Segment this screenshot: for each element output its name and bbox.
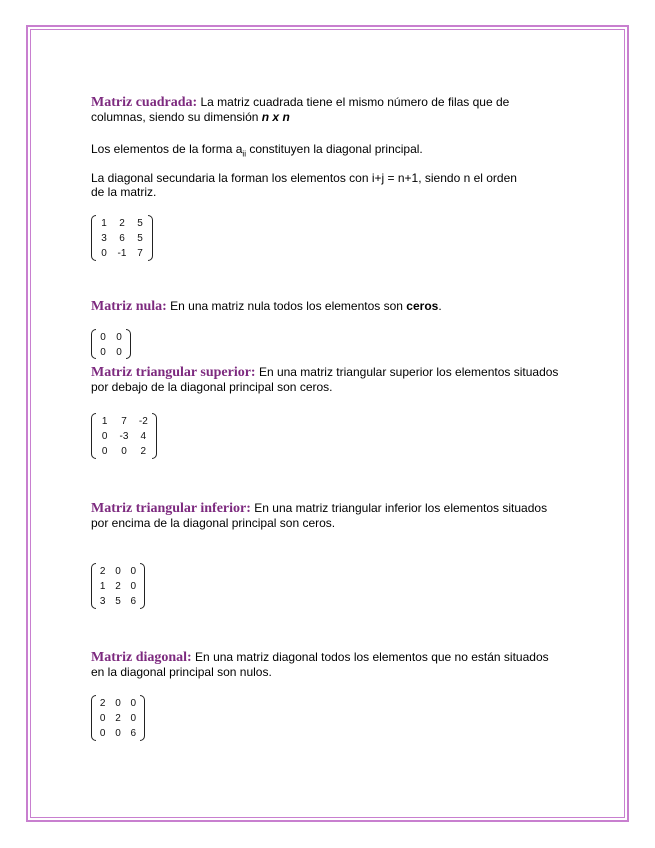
inferior-definition	[91, 501, 561, 530]
matrix-cell: 0	[130, 565, 137, 577]
matrix-cell: 5	[137, 233, 143, 244]
matrix-cell: 2	[99, 565, 106, 577]
inferior-desc: En una matriz triangular inferior los elementos situados por encima de la diagonal principal son ceros.	[91, 501, 548, 530]
matrix-cell: -1	[117, 248, 127, 260]
matrix-cell: 2	[99, 697, 106, 709]
cuadrada-diagonal-secundaria: La diagonal secundaria la forman los elementos con i+j = n+1, siendo n el orden de la matriz.	[91, 171, 517, 199]
matrix-cell: 1	[101, 415, 108, 427]
matrix-cell: 7	[121, 415, 127, 427]
matrix-cell: 7	[137, 248, 143, 260]
matrix-cell: 0	[99, 713, 106, 724]
matrix-cell: 4	[140, 431, 147, 442]
matrix-cell: 0	[116, 346, 122, 358]
matrix-cell: 2	[140, 446, 147, 458]
matrix-diagonal	[91, 695, 145, 741]
nula-bold-ceros: ceros	[406, 299, 439, 313]
matrix-cell: 5	[137, 217, 143, 229]
matrix-bracket-left	[91, 413, 96, 459]
matrix-cell: 6	[119, 233, 125, 244]
matrix-bracket-right	[148, 215, 153, 261]
matrix-cell: 0	[100, 331, 106, 343]
section-matriz-cuadrada	[91, 95, 561, 260]
nula-definition	[91, 299, 561, 314]
matrix-cell: 0	[100, 346, 106, 358]
matrix-bracket-right	[152, 413, 157, 459]
matrix-cell: 0	[99, 728, 106, 740]
matrix-cell: 0	[115, 565, 121, 577]
section-matriz-diagonal	[91, 650, 561, 740]
matrix-cell: 0	[130, 581, 137, 592]
matrix-cell: 0	[115, 728, 121, 740]
matrix-cell: 0	[101, 248, 107, 260]
cuadrada-definition	[91, 95, 561, 124]
nula-desc-end: .	[438, 299, 442, 313]
matrix-cell: 0	[130, 697, 137, 709]
cuadrada-desc: La matriz cuadrada tiene el mismo número de filas que de columnas, siendo su dimensión	[91, 95, 510, 124]
matrix-cell: 0	[101, 431, 108, 442]
matrix-bracket-left	[91, 215, 96, 261]
term-matriz-nula: Matriz nula:	[91, 299, 167, 314]
term-matriz-diagonal: Matriz diagonal:	[91, 650, 192, 665]
matrix-cell: 3	[101, 233, 107, 244]
matrix-cell: 6	[130, 596, 137, 608]
cuadrada-dimension: n x n	[261, 110, 290, 124]
matrix-cell: 1	[99, 581, 106, 592]
matrix-cell: 2	[115, 581, 121, 592]
matrix-cell: -3	[119, 431, 129, 442]
term-matriz-triangular-inferior: Matriz triangular inferior:	[91, 501, 251, 516]
diagonal-desc: En una matriz diagonal todos los elementos que no están situados en la diagonal principal son nulos.	[91, 650, 549, 679]
diagonal-definition	[91, 650, 561, 679]
matrix-cell: 0	[130, 713, 137, 724]
term-matriz-cuadrada: Matriz cuadrada:	[91, 95, 198, 110]
nula-desc: En una matriz nula todos los elementos son	[166, 299, 407, 313]
matrix-cell: 1	[101, 217, 107, 229]
matrix-cell: 0	[101, 446, 108, 458]
superior-desc: En una matriz triangular superior los elementos situados por debajo de la diagonal principal son ceros.	[91, 365, 559, 394]
matrix-cell: 0	[115, 697, 121, 709]
section-matriz-triangular-inferior	[91, 501, 561, 608]
cuadrada-p2-text: Los elementos de la forma a	[91, 142, 243, 156]
matrix-bracket-right	[140, 695, 145, 741]
term-matriz-triangular-superior: Matriz triangular superior:	[91, 365, 256, 380]
matrix-cell: 2	[119, 217, 125, 229]
matrix-triangular-inferior	[91, 563, 145, 609]
matrix-bracket-right	[140, 563, 145, 609]
matrix-cell: 0	[121, 446, 127, 458]
superior-definition	[91, 365, 561, 394]
matrix-cell: -2	[138, 415, 148, 427]
cuadrada-p2-subscript: ii	[242, 149, 246, 159]
matrix-nula	[91, 329, 131, 359]
cuadrada-p2-text-end: constituyen la diagonal principal.	[245, 142, 423, 156]
cuadrada-diagonal-principal	[91, 142, 561, 161]
matrix-cell: 2	[115, 713, 121, 724]
matrix-cell: 0	[116, 331, 122, 343]
matrix-cell: 5	[115, 596, 121, 608]
section-matriz-nula	[91, 299, 561, 358]
section-matriz-triangular-superior	[91, 365, 561, 458]
matrix-cuadrada	[91, 215, 153, 261]
matrix-bracket-right	[126, 329, 131, 359]
matrix-cell: 6	[130, 728, 137, 740]
matrix-cell: 3	[99, 596, 106, 608]
matrix-triangular-superior	[91, 413, 157, 459]
